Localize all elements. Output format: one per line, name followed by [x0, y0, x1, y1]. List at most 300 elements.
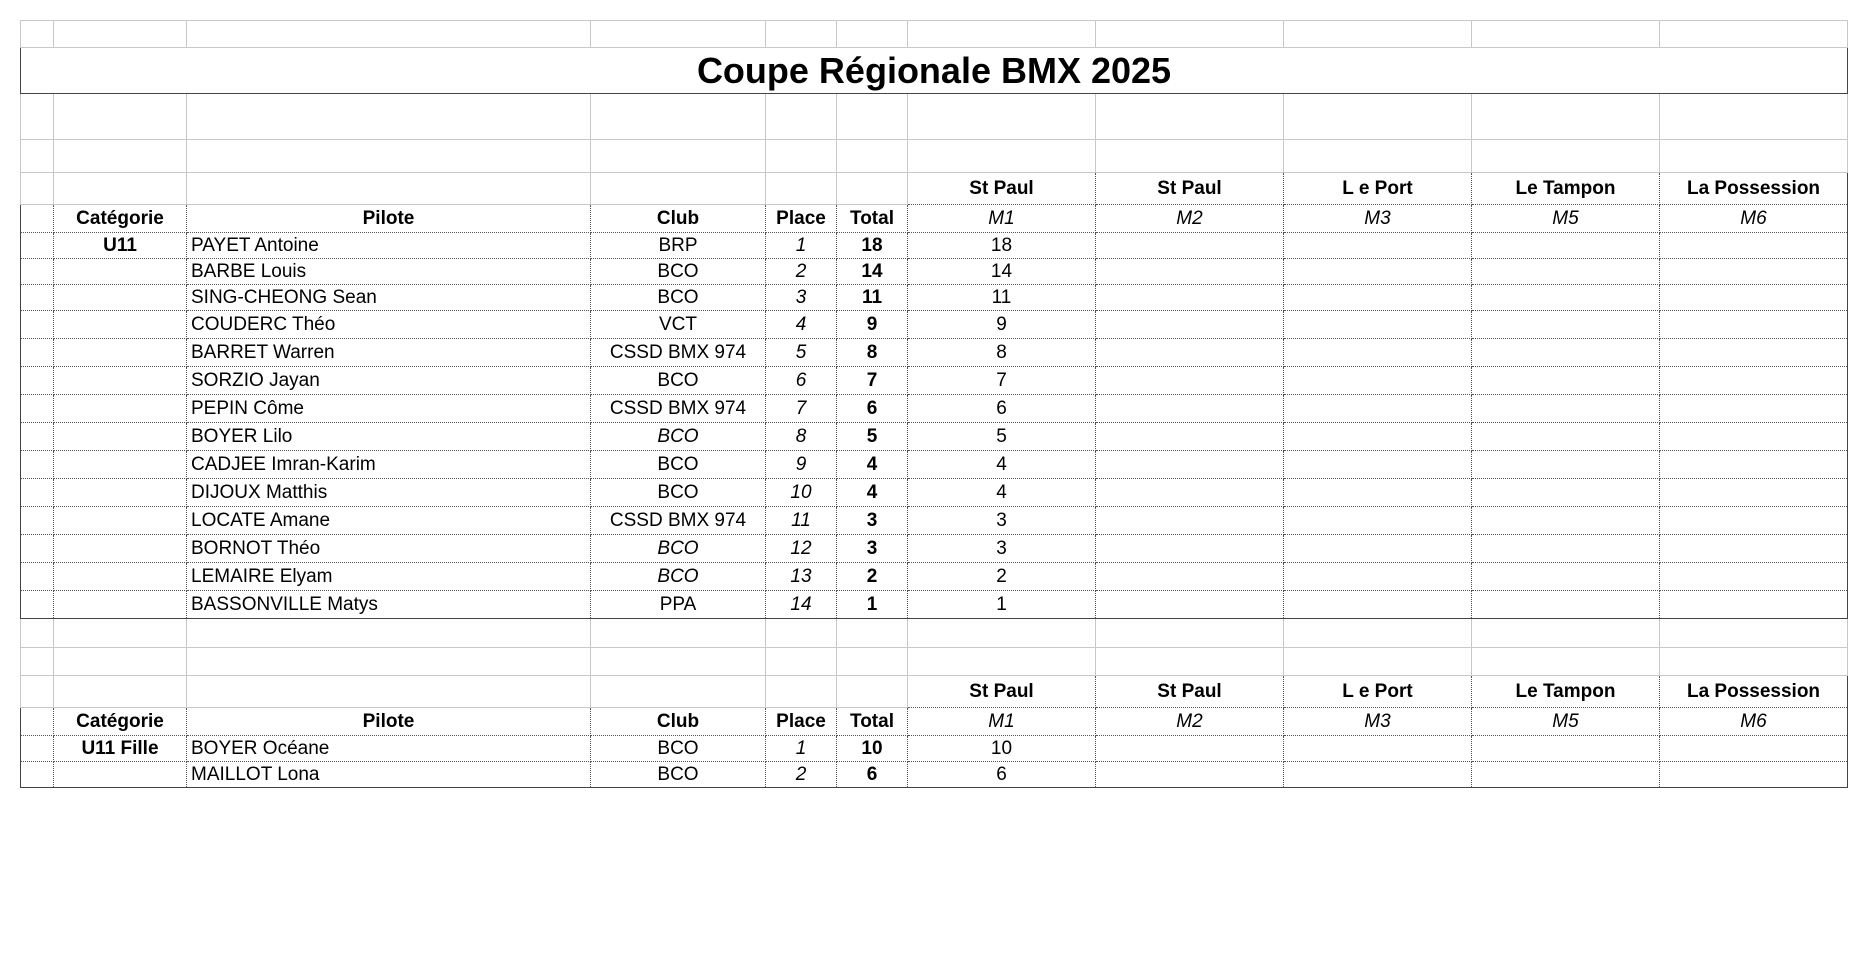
pilote-name[interactable]: MAILLOT Lona	[187, 762, 591, 788]
sheet-row	[21, 339, 1848, 367]
header-pilote[interactable]: Pilote	[187, 708, 591, 736]
cell[interactable]	[591, 94, 766, 140]
cell[interactable]	[1660, 21, 1848, 48]
sheet-row	[21, 367, 1848, 395]
cell[interactable]	[187, 94, 591, 140]
cell[interactable]	[1096, 619, 1284, 648]
m1-points[interactable]: 1	[908, 591, 1096, 619]
cell[interactable]	[1096, 563, 1284, 591]
cell[interactable]	[21, 648, 54, 676]
m1-points[interactable]: 9	[908, 311, 1096, 339]
cell[interactable]	[591, 173, 766, 205]
cell[interactable]	[591, 140, 766, 173]
sheet-row	[21, 762, 1848, 788]
cell[interactable]	[1660, 285, 1848, 311]
cell[interactable]	[1096, 367, 1284, 395]
cell[interactable]	[591, 21, 766, 48]
cell[interactable]	[54, 535, 187, 563]
cell[interactable]	[591, 648, 766, 676]
venue-header[interactable]: La Possession	[1660, 173, 1848, 205]
sheet-row	[21, 619, 1848, 648]
place-value[interactable]: 2	[766, 259, 837, 285]
cell[interactable]	[1284, 259, 1472, 285]
pilote-name[interactable]: BOYER Lilo	[187, 423, 591, 451]
place-value[interactable]: 2	[766, 762, 837, 788]
cell[interactable]	[1096, 395, 1284, 423]
place-value[interactable]: 12	[766, 535, 837, 563]
cell[interactable]	[1472, 535, 1660, 563]
cell[interactable]	[1472, 21, 1660, 48]
place-value[interactable]: 9	[766, 451, 837, 479]
cell[interactable]	[21, 94, 54, 140]
cell[interactable]	[1472, 736, 1660, 762]
cell[interactable]	[21, 259, 54, 285]
cell[interactable]	[21, 367, 54, 395]
place-value[interactable]: 1	[766, 736, 837, 762]
place-value[interactable]: 4	[766, 311, 837, 339]
cell[interactable]	[54, 451, 187, 479]
m1-points[interactable]: 3	[908, 507, 1096, 535]
club-name[interactable]: BRP	[591, 233, 766, 259]
cell[interactable]	[54, 173, 187, 205]
pilote-name[interactable]: COUDERC Théo	[187, 311, 591, 339]
cell[interactable]	[1472, 507, 1660, 535]
pilote-name[interactable]: SORZIO Jayan	[187, 367, 591, 395]
sheet-row	[21, 451, 1848, 479]
cell[interactable]	[21, 21, 54, 48]
cell[interactable]	[21, 205, 54, 233]
cell[interactable]	[1284, 591, 1472, 619]
sheet-row	[21, 676, 1848, 708]
cell[interactable]	[1472, 367, 1660, 395]
cell[interactable]	[21, 451, 54, 479]
sheet-row	[21, 311, 1848, 339]
club-name[interactable]: BCO	[591, 423, 766, 451]
cell[interactable]	[1096, 479, 1284, 507]
cell[interactable]	[21, 479, 54, 507]
total-value[interactable]: 9	[837, 311, 908, 339]
cell[interactable]	[1472, 285, 1660, 311]
header-place[interactable]: Place	[766, 708, 837, 736]
cell[interactable]	[1096, 648, 1284, 676]
cell[interactable]	[1284, 140, 1472, 173]
cell[interactable]	[1472, 395, 1660, 423]
cell[interactable]	[1096, 339, 1284, 367]
club-name[interactable]: VCT	[591, 311, 766, 339]
cell[interactable]	[54, 395, 187, 423]
cell[interactable]	[21, 233, 54, 259]
cell[interactable]	[1284, 648, 1472, 676]
m1-points[interactable]: 8	[908, 339, 1096, 367]
cell[interactable]	[1096, 535, 1284, 563]
cell[interactable]	[837, 173, 908, 205]
sheet-row	[21, 479, 1848, 507]
m1-points[interactable]: 14	[908, 259, 1096, 285]
pilote-name[interactable]: CADJEE Imran-Karim	[187, 451, 591, 479]
club-name[interactable]: CSSD BMX 974	[591, 395, 766, 423]
total-value[interactable]: 3	[837, 535, 908, 563]
pilote-name[interactable]: LEMAIRE Elyam	[187, 563, 591, 591]
manche-code[interactable]: M3	[1284, 708, 1472, 736]
cell[interactable]	[54, 285, 187, 311]
cell[interactable]	[1284, 507, 1472, 535]
place-value[interactable]: 7	[766, 395, 837, 423]
cell[interactable]	[1284, 423, 1472, 451]
cell[interactable]	[54, 94, 187, 140]
sheet-row	[21, 507, 1848, 535]
cell[interactable]	[21, 311, 54, 339]
cell[interactable]	[1660, 736, 1848, 762]
cell[interactable]	[1472, 140, 1660, 173]
cell[interactable]	[54, 339, 187, 367]
venue-header[interactable]: La Possession	[1660, 676, 1848, 708]
cell[interactable]	[1660, 259, 1848, 285]
cell[interactable]	[21, 507, 54, 535]
cell[interactable]	[766, 21, 837, 48]
pilote-name[interactable]: DIJOUX Matthis	[187, 479, 591, 507]
total-value[interactable]: 1	[837, 591, 908, 619]
cell[interactable]	[1660, 479, 1848, 507]
sheet-row	[21, 48, 1848, 94]
place-value[interactable]: 13	[766, 563, 837, 591]
cell[interactable]	[837, 94, 908, 140]
cell[interactable]	[54, 507, 187, 535]
cell[interactable]	[1284, 311, 1472, 339]
manche-code[interactable]: M1	[908, 708, 1096, 736]
cell[interactable]	[591, 619, 766, 648]
club-name[interactable]: CSSD BMX 974	[591, 339, 766, 367]
place-value[interactable]: 1	[766, 233, 837, 259]
place-value[interactable]: 11	[766, 507, 837, 535]
manche-code[interactable]: M2	[1096, 205, 1284, 233]
cell[interactable]	[1660, 311, 1848, 339]
cell[interactable]	[1096, 21, 1284, 48]
cell[interactable]	[1284, 762, 1472, 788]
cell[interactable]	[837, 676, 908, 708]
cell[interactable]	[1472, 94, 1660, 140]
cell[interactable]	[187, 21, 591, 48]
cell[interactable]	[1284, 367, 1472, 395]
cell[interactable]	[1472, 648, 1660, 676]
club-name[interactable]: BCO	[591, 285, 766, 311]
cell[interactable]	[21, 395, 54, 423]
pilote-name[interactable]: PAYET Antoine	[187, 233, 591, 259]
cell[interactable]	[1284, 736, 1472, 762]
m1-points[interactable]: 18	[908, 233, 1096, 259]
club-name[interactable]: BCO	[591, 535, 766, 563]
cell[interactable]	[21, 619, 54, 648]
manche-code[interactable]: M5	[1472, 205, 1660, 233]
cell[interactable]	[54, 311, 187, 339]
cell[interactable]	[54, 140, 187, 173]
category-label[interactable]: U11 Fille	[54, 736, 187, 762]
sheet-row	[21, 395, 1848, 423]
place-value[interactable]: 6	[766, 367, 837, 395]
cell[interactable]	[1472, 563, 1660, 591]
pilote-name[interactable]: BARRET Warren	[187, 339, 591, 367]
cell[interactable]	[1284, 285, 1472, 311]
sheet-row	[21, 233, 1848, 259]
cell[interactable]	[1472, 233, 1660, 259]
venue-header[interactable]: St Paul	[1096, 173, 1284, 205]
sheet-row	[21, 423, 1848, 451]
cell[interactable]	[21, 423, 54, 451]
pilote-name[interactable]: BOYER Océane	[187, 736, 591, 762]
cell[interactable]	[1660, 451, 1848, 479]
cell[interactable]	[187, 173, 591, 205]
venue-header[interactable]: St Paul	[908, 173, 1096, 205]
cell[interactable]	[1472, 479, 1660, 507]
sheet-row	[21, 94, 1848, 140]
cell[interactable]	[1096, 285, 1284, 311]
place-value[interactable]: 3	[766, 285, 837, 311]
cell[interactable]	[187, 648, 591, 676]
pilote-name[interactable]: SING-CHEONG Sean	[187, 285, 591, 311]
pilote-name[interactable]: BARBE Louis	[187, 259, 591, 285]
header-club[interactable]: Club	[591, 205, 766, 233]
cell[interactable]	[21, 563, 54, 591]
m1-points[interactable]: 10	[908, 736, 1096, 762]
cell[interactable]	[21, 708, 54, 736]
cell[interactable]	[54, 479, 187, 507]
m1-points[interactable]: 3	[908, 535, 1096, 563]
total-value[interactable]: 6	[837, 762, 908, 788]
sheet-row	[21, 708, 1848, 736]
club-name[interactable]: BCO	[591, 367, 766, 395]
total-value[interactable]: 11	[837, 285, 908, 311]
cell[interactable]	[1096, 591, 1284, 619]
cell[interactable]	[1472, 619, 1660, 648]
total-value[interactable]: 7	[837, 367, 908, 395]
cell[interactable]	[54, 21, 187, 48]
club-name[interactable]: BCO	[591, 736, 766, 762]
sheet-row	[21, 535, 1848, 563]
page-title[interactable]: Coupe Régionale BMX 2025	[21, 48, 1848, 94]
cell[interactable]	[908, 648, 1096, 676]
cell[interactable]	[54, 591, 187, 619]
total-value[interactable]: 4	[837, 451, 908, 479]
sheet-row	[21, 21, 1848, 48]
cell[interactable]	[54, 259, 187, 285]
manche-code[interactable]: M6	[1660, 708, 1848, 736]
cell[interactable]	[1660, 367, 1848, 395]
cell[interactable]	[908, 94, 1096, 140]
club-name[interactable]: BCO	[591, 563, 766, 591]
pilote-name[interactable]: LOCATE Amane	[187, 507, 591, 535]
cell[interactable]	[1096, 233, 1284, 259]
venue-header[interactable]: L e Port	[1284, 676, 1472, 708]
cell[interactable]	[54, 762, 187, 788]
header-club[interactable]: Club	[591, 708, 766, 736]
cell[interactable]	[908, 140, 1096, 173]
manche-code[interactable]: M6	[1660, 205, 1848, 233]
manche-code[interactable]: M5	[1472, 708, 1660, 736]
cell[interactable]	[837, 140, 908, 173]
cell[interactable]	[1472, 311, 1660, 339]
place-value[interactable]: 14	[766, 591, 837, 619]
cell[interactable]	[1096, 311, 1284, 339]
cell[interactable]	[1284, 21, 1472, 48]
club-name[interactable]: CSSD BMX 974	[591, 507, 766, 535]
venue-header[interactable]: Le Tampon	[1472, 676, 1660, 708]
cell[interactable]	[837, 21, 908, 48]
venue-header[interactable]: St Paul	[908, 676, 1096, 708]
cell[interactable]	[21, 676, 54, 708]
place-value[interactable]: 5	[766, 339, 837, 367]
header-place[interactable]: Place	[766, 205, 837, 233]
m1-points[interactable]: 6	[908, 762, 1096, 788]
m1-points[interactable]: 6	[908, 395, 1096, 423]
cell[interactable]	[837, 619, 908, 648]
total-value[interactable]: 5	[837, 423, 908, 451]
manche-code[interactable]: M1	[908, 205, 1096, 233]
cell[interactable]	[766, 140, 837, 173]
header-categorie[interactable]: Catégorie	[54, 708, 187, 736]
cell[interactable]	[1472, 259, 1660, 285]
cell[interactable]	[1284, 94, 1472, 140]
cell[interactable]	[1472, 339, 1660, 367]
cell[interactable]	[1096, 762, 1284, 788]
m1-points[interactable]: 7	[908, 367, 1096, 395]
cell[interactable]	[1096, 451, 1284, 479]
m1-points[interactable]: 11	[908, 285, 1096, 311]
cell[interactable]	[54, 367, 187, 395]
header-pilote[interactable]: Pilote	[187, 205, 591, 233]
venue-header[interactable]: Le Tampon	[1472, 173, 1660, 205]
cell[interactable]	[21, 591, 54, 619]
sheet-row	[21, 140, 1848, 173]
cell[interactable]	[54, 563, 187, 591]
sheet-row	[21, 648, 1848, 676]
sheet-row	[21, 591, 1848, 619]
cell[interactable]	[766, 619, 837, 648]
cell[interactable]	[54, 648, 187, 676]
cell[interactable]	[187, 619, 591, 648]
sheet-row	[21, 259, 1848, 285]
cell[interactable]	[766, 648, 837, 676]
sheet-body	[21, 21, 1848, 788]
cell[interactable]	[591, 676, 766, 708]
club-name[interactable]: BCO	[591, 479, 766, 507]
cell[interactable]	[908, 21, 1096, 48]
cell[interactable]	[21, 140, 54, 173]
cell[interactable]	[1660, 535, 1848, 563]
cell[interactable]	[1284, 535, 1472, 563]
manche-code[interactable]: M2	[1096, 708, 1284, 736]
cell[interactable]	[1096, 507, 1284, 535]
cell[interactable]	[21, 173, 54, 205]
total-value[interactable]: 14	[837, 259, 908, 285]
m1-points[interactable]: 4	[908, 479, 1096, 507]
cell[interactable]	[1284, 339, 1472, 367]
cell[interactable]	[1660, 233, 1848, 259]
sheet-row	[21, 205, 1848, 233]
club-name[interactable]: BCO	[591, 451, 766, 479]
cell[interactable]	[1284, 395, 1472, 423]
cell[interactable]	[1660, 94, 1848, 140]
club-name[interactable]: BCO	[591, 259, 766, 285]
cell[interactable]	[1096, 94, 1284, 140]
cell[interactable]	[1284, 233, 1472, 259]
cell[interactable]	[1660, 423, 1848, 451]
cell[interactable]	[21, 736, 54, 762]
venue-header[interactable]: L e Port	[1284, 173, 1472, 205]
cell[interactable]	[21, 535, 54, 563]
cell[interactable]	[1660, 140, 1848, 173]
cell[interactable]	[1472, 591, 1660, 619]
total-value[interactable]: 18	[837, 233, 908, 259]
cell[interactable]	[1660, 762, 1848, 788]
venue-header[interactable]: St Paul	[1096, 676, 1284, 708]
cell[interactable]	[1472, 451, 1660, 479]
category-label[interactable]: U11	[54, 233, 187, 259]
total-value[interactable]: 10	[837, 736, 908, 762]
club-name[interactable]: PPA	[591, 591, 766, 619]
cell[interactable]	[21, 339, 54, 367]
total-value[interactable]: 6	[837, 395, 908, 423]
manche-code[interactable]: M3	[1284, 205, 1472, 233]
cell[interactable]	[187, 676, 591, 708]
pilote-name[interactable]: BASSONVILLE Matys	[187, 591, 591, 619]
cell[interactable]	[21, 285, 54, 311]
cell[interactable]	[54, 676, 187, 708]
cell[interactable]	[766, 173, 837, 205]
total-value[interactable]: 2	[837, 563, 908, 591]
cell[interactable]	[1284, 619, 1472, 648]
cell[interactable]	[1660, 591, 1848, 619]
m1-points[interactable]: 5	[908, 423, 1096, 451]
total-value[interactable]: 8	[837, 339, 908, 367]
cell[interactable]	[54, 423, 187, 451]
cell[interactable]	[54, 619, 187, 648]
cell[interactable]	[1284, 479, 1472, 507]
cell[interactable]	[1660, 339, 1848, 367]
header-total[interactable]: Total	[837, 708, 908, 736]
place-value[interactable]: 8	[766, 423, 837, 451]
header-categorie[interactable]: Catégorie	[54, 205, 187, 233]
m1-points[interactable]: 2	[908, 563, 1096, 591]
cell[interactable]	[766, 676, 837, 708]
cell[interactable]	[1284, 563, 1472, 591]
cell[interactable]	[1472, 423, 1660, 451]
pilote-name[interactable]: PEPIN Côme	[187, 395, 591, 423]
header-total[interactable]: Total	[837, 205, 908, 233]
pilote-name[interactable]: BORNOT Théo	[187, 535, 591, 563]
cell[interactable]	[908, 619, 1096, 648]
cell[interactable]	[187, 140, 591, 173]
m1-points[interactable]: 4	[908, 451, 1096, 479]
total-value[interactable]: 3	[837, 507, 908, 535]
cell[interactable]	[1472, 762, 1660, 788]
cell[interactable]	[1660, 648, 1848, 676]
cell[interactable]	[21, 762, 54, 788]
cell[interactable]	[837, 648, 908, 676]
cell[interactable]	[766, 94, 837, 140]
club-name[interactable]: BCO	[591, 762, 766, 788]
cell[interactable]	[1284, 451, 1472, 479]
cell[interactable]	[1096, 140, 1284, 173]
cell[interactable]	[1096, 423, 1284, 451]
place-value[interactable]: 10	[766, 479, 837, 507]
cell[interactable]	[1096, 736, 1284, 762]
cell[interactable]	[1660, 507, 1848, 535]
total-value[interactable]: 4	[837, 479, 908, 507]
cell[interactable]	[1660, 563, 1848, 591]
sheet-row	[21, 563, 1848, 591]
cell[interactable]	[1660, 395, 1848, 423]
cell[interactable]	[1096, 259, 1284, 285]
cell[interactable]	[1660, 619, 1848, 648]
